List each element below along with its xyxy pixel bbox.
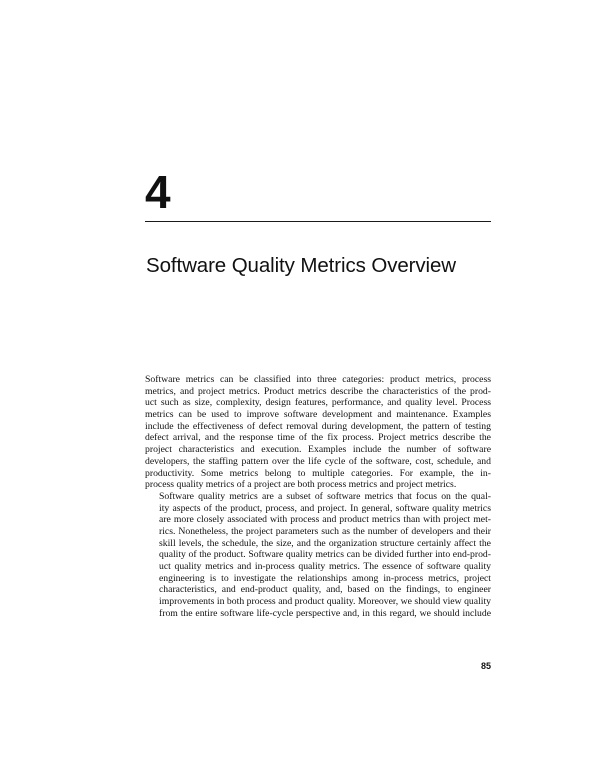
text-line: rics. Nonetheless, the project parameters such as the number of developers and their: [159, 525, 491, 537]
page-number: 85: [480, 661, 491, 671]
text-line: process quality metrics of a project are both process metrics and project metrics.: [145, 479, 457, 491]
text-line: project characteristics and execution. Examples include the number of software: [145, 444, 491, 456]
text-line: quality of the product. Software quality metrics can be divided further into end-prod-: [159, 549, 491, 561]
chapter-divider: [145, 221, 491, 222]
text-line: Software metrics can be classified into three categories: product metrics, process: [145, 374, 491, 385]
text-line: metrics, and project metrics. Product metrics describe the characteristics of the prod-: [145, 385, 491, 397]
chapter-number: 4: [145, 166, 171, 218]
text-line: metrics can be used to improve software development and maintenance. Examples: [145, 409, 491, 421]
text-line: engineering is to investigate the relationships among in-process metrics, project: [159, 572, 491, 584]
text-line: uct such as size, complexity, design features, performance, and quality level. Process: [145, 397, 491, 409]
text-line: defect arrival, and the response time of the fix process. Project metrics describe the: [145, 432, 491, 444]
chapter-title: Software Quality Metrics Overview: [146, 254, 456, 277]
text-line: characteristics, and end-product quality, and, based on the findings, to engineer: [159, 584, 491, 596]
text-line: are more closely associated with process and product metrics than with project met-: [159, 514, 491, 526]
text-line: productivity. Some metrics belong to multiple categories. For example, the in-: [145, 467, 491, 479]
text-line: Software quality metrics are a subset of software metrics that focus on the qual-: [159, 490, 491, 502]
paragraph-1: [145, 374, 491, 491]
text-line: include the effectiveness of defect removal during development, the pattern of testing: [145, 420, 491, 432]
text-line: developers, the staffing pattern over the life cycle of the software, cost, schedule, and: [145, 455, 491, 467]
paragraph-2: [145, 491, 491, 620]
text-line: improvements in both process and product quality. Moreover, we should view quality: [159, 596, 491, 608]
text-line: from the entire software life-cycle perspective and, in this regard, we should include: [159, 607, 491, 619]
text-line: uct quality metrics and in-process quality metrics. The essence of software quality: [159, 561, 491, 572]
text-line: skill levels, the schedule, the size, and the organization structure certainly affect the: [159, 537, 491, 549]
text-line: ity aspects of the product, process, and project. In general, software quality metrics: [159, 502, 491, 514]
body-text: [145, 374, 491, 619]
